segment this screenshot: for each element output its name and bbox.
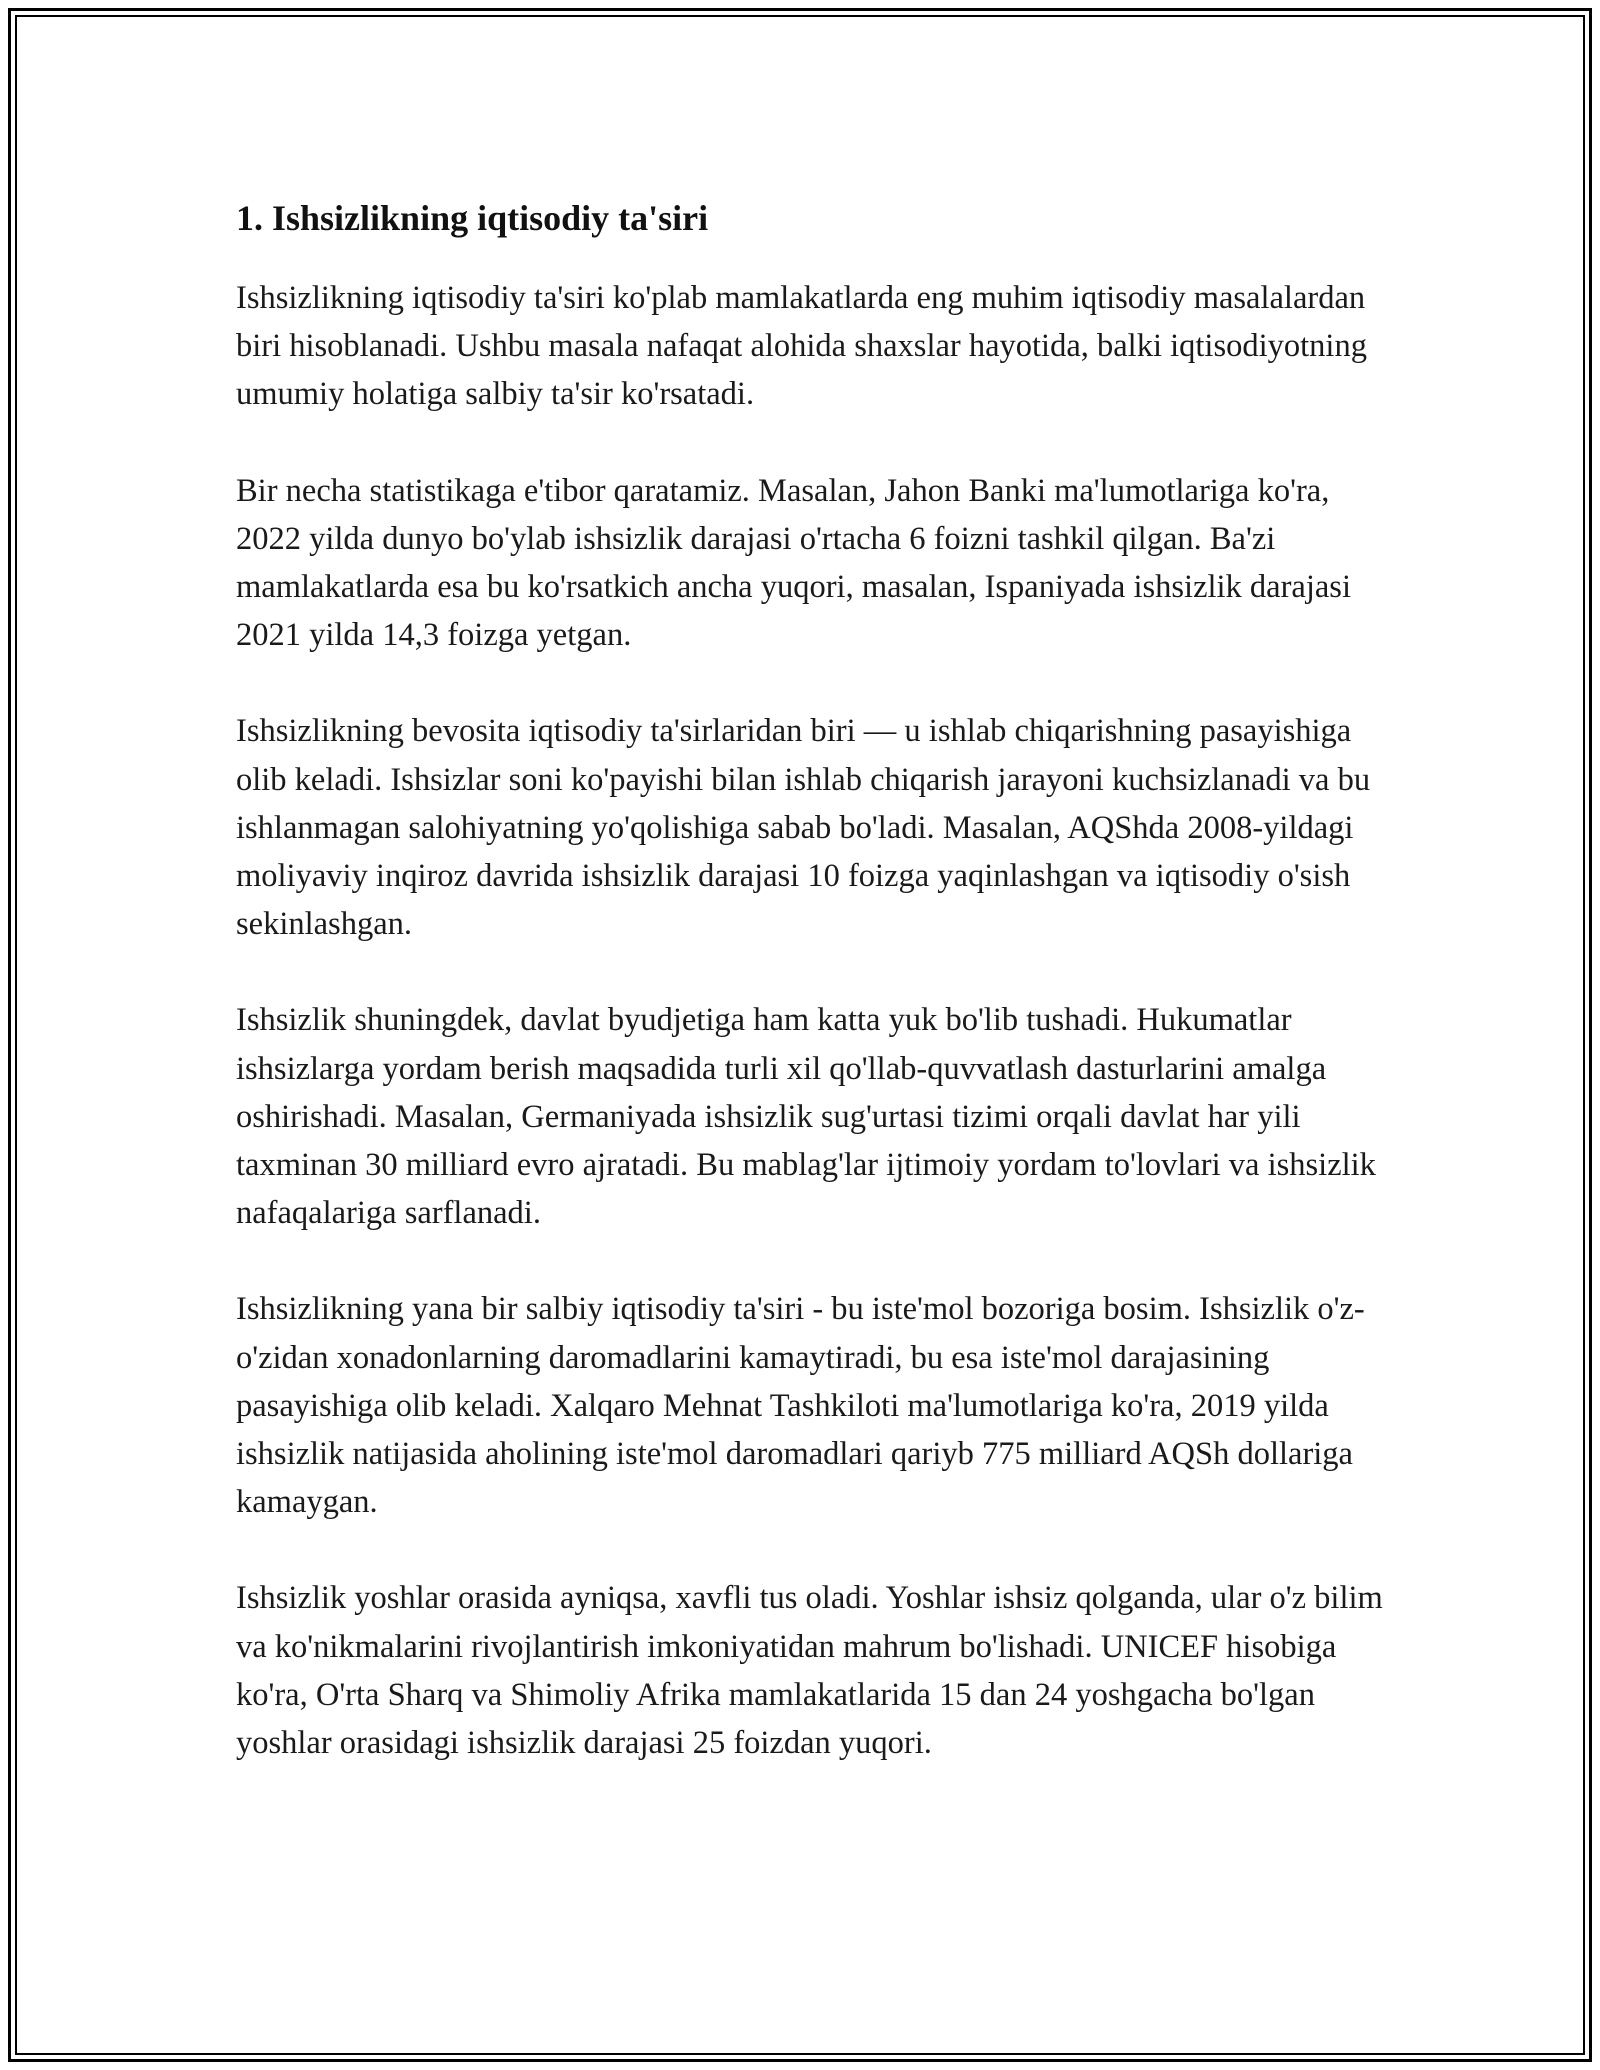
paragraph-consumer-market: Ishsizlikning yana bir salbiy iqtisodiy ta'siri - bu iste'mol bozoriga bosim. Ishsizlik o'z-o'zidan xonadonlarning daromadlarini kamaytiradi, bu esa iste'mol darajasining pasayishiga olib keladi. Xalqaro Mehnat Tashkiloti ma'lumotlariga ko'ra, 2019 yilda ishsizlik natijasida aholining iste'mol daromadlari qariyb 775 milliard AQSh dollariga kamaygan. xyxy=(236,1291,1365,1521)
paragraph-intro: Ishsizlikning iqtisodiy ta'siri ko'plab mamlakatlarda eng muhim iqtisodiy masalalardan biri hisoblanadi. Ushbu masala nafaqat alohida shaxslar hayotida, balki iqtisodiyotning umumiy holatiga salbiy ta'sir ko'rsatadi. xyxy=(236,280,1367,413)
document-content xyxy=(236,194,1386,1815)
paragraph-world-bank-statistics: Bir necha statistikaga e'tibor qaratamiz. Masalan, Jahon Banki ma'lumotlariga ko'ra, 2022 yilda dunyo bo'ylab ishsizlik darajasi o'rtacha 6 foizni tashkil qilgan. Ba'zi mamlakatlarda esa bu ko'rsatkich ancha yuqori, masalan, Ispaniyada ishsizlik darajasi 2021 yilda 14,3 foizga yetgan. xyxy=(236,472,1351,654)
paragraph-production-decline: Ishsizlikning bevosita iqtisodiy ta'sirlaridan biri — u ishlab chiqarishning pasayishiga olib keladi. Ishsizlar soni ko'payishi bilan ishlab chiqarish jarayoni kuchsizlanadi va bu ishlanmagan salohiyatning yo'qolishiga sabab bo'ladi. Masalan, AQShda 2008-yildagi moliyaviy inqiroz davrida ishsizlik darajasi 10 foizga yaqinlashgan va iqtisodiy o'sish sekinlashgan. xyxy=(236,713,1371,943)
section-heading: 1. Ishsizlikning iqtisodiy ta'siri xyxy=(236,198,709,238)
page-border-frame xyxy=(8,8,1592,2062)
paragraph-youth-unemployment: Ishsizlik yoshlar orasida ayniqsa, xavfli tus oladi. Yoshlar ishsiz qolganda, ular o'z bilim va ko'nikmalarini rivojlantirish imkoniyatidan mahrum bo'lishadi. UNICEF hisobiga ko'ra, O'rta Sharq va Shimoliy Afrika mamlakatlarida 15 dan 24 yoshgacha bo'lgan yoshlar orasidagi ishsizlik darajasi 25 foizdan yuqori. xyxy=(236,1580,1383,1762)
paragraph-state-budget: Ishsizlik shuningdek, davlat byudjetiga ham katta yuk bo'lib tushadi. Hukumatlar ishsizlarga yordam berish maqsadida turli xil qo'llab-quvvatlash dasturlarini amalga oshirishadi. Masalan, Germaniyada ishsizlik sug'urtasi tizimi orqali davlat har yili taxminan 30 milliard evro ajratadi. Bu mablag'lar ijtimoiy yordam to'lovlari va ishsizlik nafaqalariga sarflanadi. xyxy=(236,1002,1376,1232)
